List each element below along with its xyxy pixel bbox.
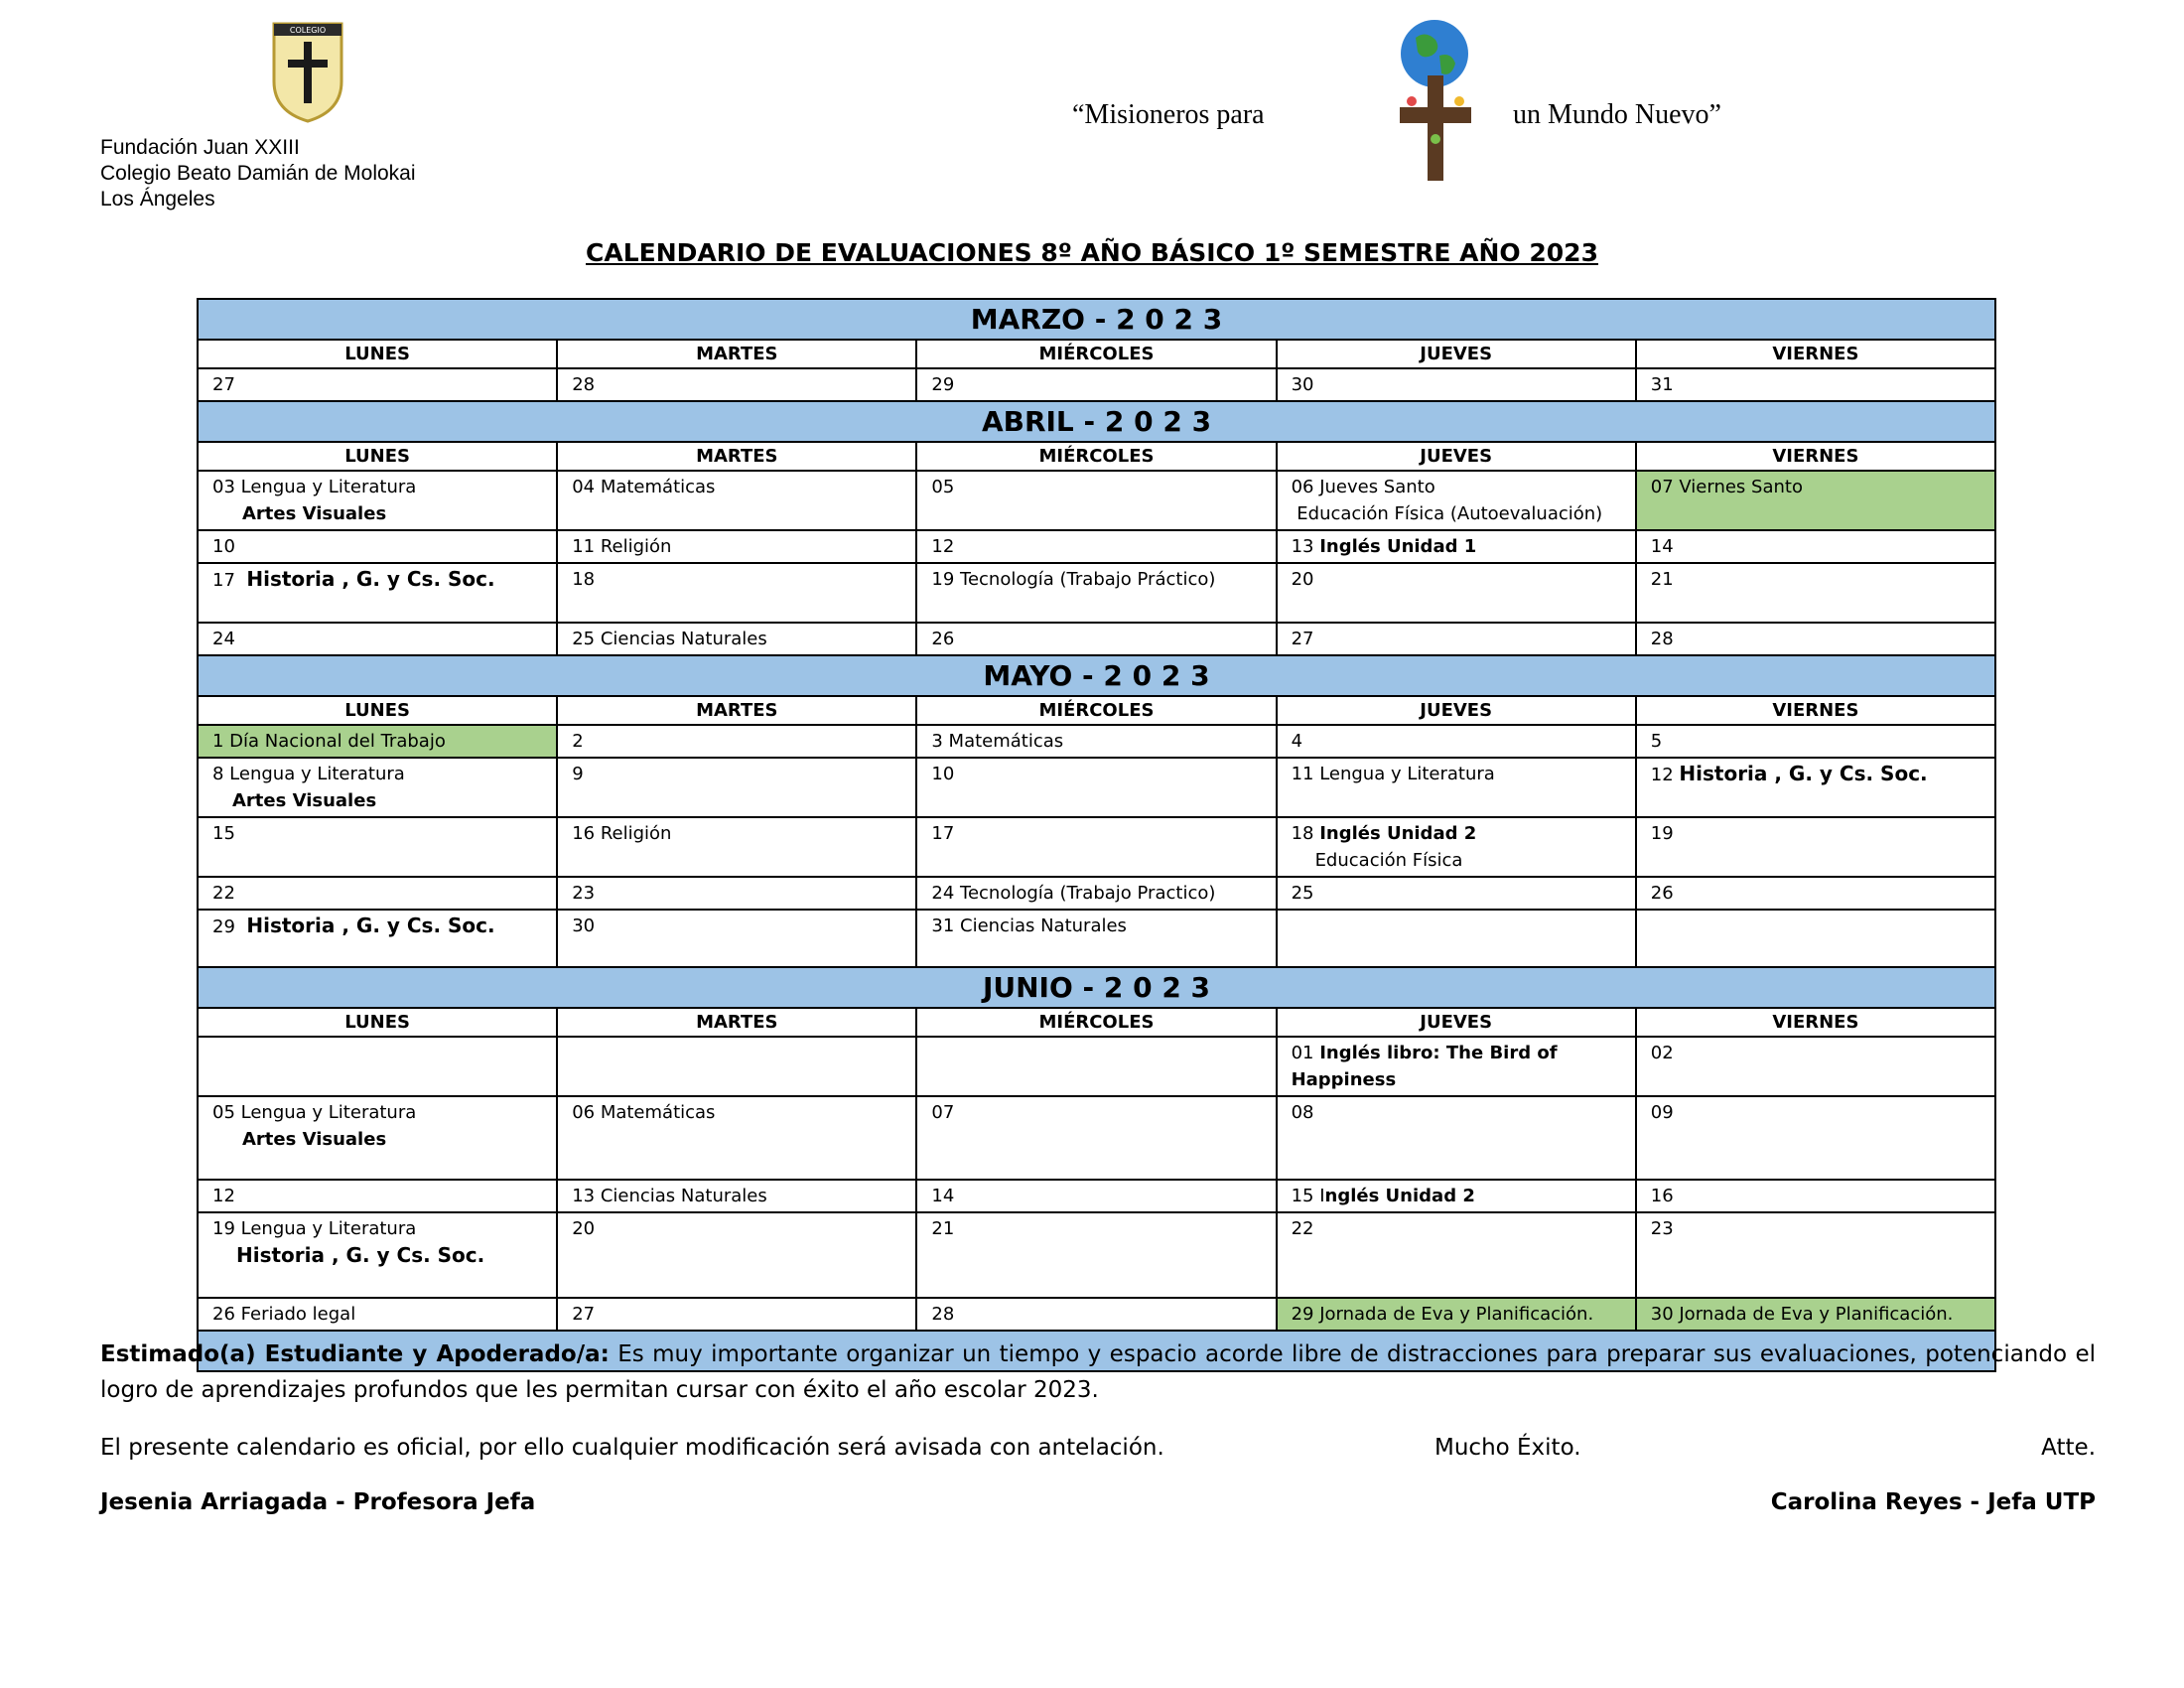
day-cell: 17 bbox=[916, 817, 1276, 877]
calendar-week-row bbox=[198, 471, 1995, 530]
day-cell: 17 Historia , G. y Cs. Soc. bbox=[198, 563, 557, 623]
calendar-week-row bbox=[198, 877, 1995, 910]
calendar-week-row bbox=[198, 1212, 1995, 1298]
day-cell: 26 Feriado legal bbox=[198, 1298, 557, 1331]
day-cell: 26 bbox=[1636, 877, 1995, 910]
signature-teacher: Jesenia Arriagada - Profesora Jefa bbox=[100, 1489, 536, 1515]
motto-left: “Misioneros para bbox=[1072, 99, 1265, 130]
day-cell: 8 Lengua y Literatura Artes Visuales bbox=[198, 758, 557, 817]
day-cell bbox=[198, 1037, 557, 1096]
day-cell: 02 bbox=[1636, 1037, 1995, 1096]
holiday-cell: 29 Jornada de Eva y Planificación. bbox=[1277, 1298, 1636, 1331]
org-line-foundation: Fundación Juan XXIII bbox=[100, 136, 300, 159]
holiday-cell: 30 Jornada de Eva y Planificación. bbox=[1636, 1298, 1995, 1331]
day-cell: 05 bbox=[916, 471, 1276, 530]
day-cell: 15 Inglés Unidad 2 bbox=[1277, 1180, 1636, 1212]
holiday-cell: 1 Día Nacional del Trabajo bbox=[198, 725, 557, 758]
day-cell: 27 bbox=[557, 1298, 916, 1331]
mission-globe-cross-logo bbox=[1390, 16, 1479, 185]
day-cell: 27 bbox=[1277, 623, 1636, 655]
day-cell: 19 Tecnología (Trabajo Práctico) bbox=[916, 563, 1276, 623]
day-cell: 22 bbox=[1277, 1212, 1636, 1298]
message-text: Es muy importante organizar un tiempo y espacio acorde libre de distracciones para preparar sus evaluaciones, potenciando el logro de aprendizajes profundos que les permitan cursar con éxito el año escolar 2023. bbox=[100, 1341, 2096, 1403]
day-cell: 20 bbox=[557, 1212, 916, 1298]
day-cell: 23 bbox=[557, 877, 916, 910]
day-cell: 24 Tecnología (Trabajo Practico) bbox=[916, 877, 1276, 910]
calendar-week-row bbox=[198, 817, 1995, 877]
day-cell: 23 bbox=[1636, 1212, 1995, 1298]
day-cell: 2 bbox=[557, 725, 916, 758]
calendar-week-row bbox=[198, 623, 1995, 655]
day-cell: 03 Lengua y Literatura Artes Visuales bbox=[198, 471, 557, 530]
day-cell: 31 bbox=[1636, 368, 1995, 401]
day-cell: 12 Historia , G. y Cs. Soc. bbox=[1636, 758, 1995, 817]
day-cell: 10 bbox=[916, 758, 1276, 817]
day-cell: 25 Ciencias Naturales bbox=[557, 623, 916, 655]
calendar-week-row bbox=[198, 563, 1995, 623]
calendar-week-row bbox=[198, 1037, 1995, 1096]
day-cell: 20 bbox=[1277, 563, 1636, 623]
calendar-week-row bbox=[198, 910, 1995, 967]
month-header-marzo: MARZO - 2 0 2 3 bbox=[198, 299, 1995, 340]
day-cell: 16 bbox=[1636, 1180, 1995, 1212]
day-cell: 11 Religión bbox=[557, 530, 916, 563]
month-header-junio: JUNIO - 2 0 2 3 bbox=[198, 967, 1995, 1008]
org-line-city: Los Ángeles bbox=[100, 188, 215, 211]
day-cell: 07 bbox=[916, 1096, 1276, 1180]
day-cell: 04 Matemáticas bbox=[557, 471, 916, 530]
day-cell: 05 Lengua y Literatura Artes Visuales bbox=[198, 1096, 557, 1180]
weekday-row: LUNES MARTES MIÉRCOLES JUEVES VIERNES bbox=[198, 1008, 1995, 1037]
day-cell: 06 Jueves Santo Educación Física (Autoevaluación) bbox=[1277, 471, 1636, 530]
day-cell: 11 Lengua y Literatura bbox=[1277, 758, 1636, 817]
day-cell: 08 bbox=[1277, 1096, 1636, 1180]
calendar-week-row bbox=[198, 758, 1995, 817]
day-cell: 29 Historia , G. y Cs. Soc. bbox=[198, 910, 557, 967]
day-cell: 18 bbox=[557, 563, 916, 623]
organization-block bbox=[100, 135, 416, 212]
good-luck-text: Mucho Éxito. bbox=[1434, 1435, 1581, 1461]
day-cell: 5 bbox=[1636, 725, 1995, 758]
day-cell: 27 bbox=[198, 368, 557, 401]
day-cell: 30 bbox=[1277, 368, 1636, 401]
day-cell: 21 bbox=[1636, 563, 1995, 623]
calendar-week-row bbox=[198, 1096, 1995, 1180]
day-cell: 25 bbox=[1277, 877, 1636, 910]
day-cell: 28 bbox=[916, 1298, 1276, 1331]
weekday-row: LUNES MARTES MIÉRCOLES JUEVES VIERNES bbox=[198, 340, 1995, 368]
day-cell: 28 bbox=[557, 368, 916, 401]
day-cell: 14 bbox=[1636, 530, 1995, 563]
day-cell: 21 bbox=[916, 1212, 1276, 1298]
day-cell: 4 bbox=[1277, 725, 1636, 758]
day-cell: 15 bbox=[198, 817, 557, 877]
day-cell: 10 bbox=[198, 530, 557, 563]
signature-utp: Carolina Reyes - Jefa UTP bbox=[1770, 1489, 2096, 1515]
day-cell: 06 Matemáticas bbox=[557, 1096, 916, 1180]
evaluation-calendar bbox=[197, 298, 1996, 1372]
org-line-school: Colegio Beato Damián de Molokai bbox=[100, 162, 416, 185]
greeting: Estimado(a) Estudiante y Apoderado/a: bbox=[100, 1341, 610, 1367]
weekday-row: LUNES MARTES MIÉRCOLES JUEVES VIERNES bbox=[198, 442, 1995, 471]
official-notice: El presente calendario es oficial, por ello cualquier modificación será avisada con antelación. bbox=[100, 1435, 1164, 1461]
day-cell: 14 bbox=[916, 1180, 1276, 1212]
message-paragraph bbox=[100, 1336, 2096, 1408]
month-header-abril: ABRIL - 2 0 2 3 bbox=[198, 401, 1995, 442]
calendar-week-row bbox=[198, 1180, 1995, 1212]
svg-text:COLEGIO: COLEGIO bbox=[289, 26, 327, 35]
day-cell bbox=[1636, 910, 1995, 967]
day-cell: 31 Ciencias Naturales bbox=[916, 910, 1276, 967]
motto-right: un Mundo Nuevo” bbox=[1513, 99, 1721, 130]
day-cell bbox=[916, 1037, 1276, 1096]
day-cell: 13 Inglés Unidad 1 bbox=[1277, 530, 1636, 563]
official-line bbox=[100, 1430, 2096, 1466]
day-cell: 18 Inglés Unidad 2 Educación Física bbox=[1277, 817, 1636, 877]
day-cell: 19 Lengua y Literatura Historia , G. y Cs. Soc. bbox=[198, 1212, 557, 1298]
weekday-row: LUNES MARTES MIÉRCOLES JUEVES VIERNES bbox=[198, 696, 1995, 725]
day-cell: 26 bbox=[916, 623, 1276, 655]
day-cell bbox=[1277, 910, 1636, 967]
school-crest-logo bbox=[268, 20, 347, 123]
day-cell: 30 bbox=[557, 910, 916, 967]
day-cell bbox=[557, 1037, 916, 1096]
day-cell: 3 Matemáticas bbox=[916, 725, 1276, 758]
day-cell: 19 bbox=[1636, 817, 1995, 877]
calendar-week-row bbox=[198, 1298, 1995, 1331]
day-cell: 12 bbox=[198, 1180, 557, 1212]
day-cell: 12 bbox=[916, 530, 1276, 563]
calendar-week-row bbox=[198, 530, 1995, 563]
day-cell: 09 bbox=[1636, 1096, 1995, 1180]
document-title: CALENDARIO DE EVALUACIONES 8º AÑO BÁSICO 1º SEMESTRE AÑO 2023 bbox=[586, 238, 1598, 267]
day-cell: 9 bbox=[557, 758, 916, 817]
day-cell: 01 Inglés libro: The Bird of Happiness bbox=[1277, 1037, 1636, 1096]
day-cell: 16 Religión bbox=[557, 817, 916, 877]
holiday-cell: 07 Viernes Santo bbox=[1636, 471, 1995, 530]
day-cell: 13 Ciencias Naturales bbox=[557, 1180, 916, 1212]
day-cell: 22 bbox=[198, 877, 557, 910]
month-header-mayo: MAYO - 2 0 2 3 bbox=[198, 655, 1995, 696]
calendar-week-row bbox=[198, 725, 1995, 758]
day-cell: 24 bbox=[198, 623, 557, 655]
calendar-week-row bbox=[198, 368, 1995, 401]
day-cell: 28 bbox=[1636, 623, 1995, 655]
day-cell: 29 bbox=[916, 368, 1276, 401]
atte-text: Atte. bbox=[2041, 1435, 2096, 1461]
